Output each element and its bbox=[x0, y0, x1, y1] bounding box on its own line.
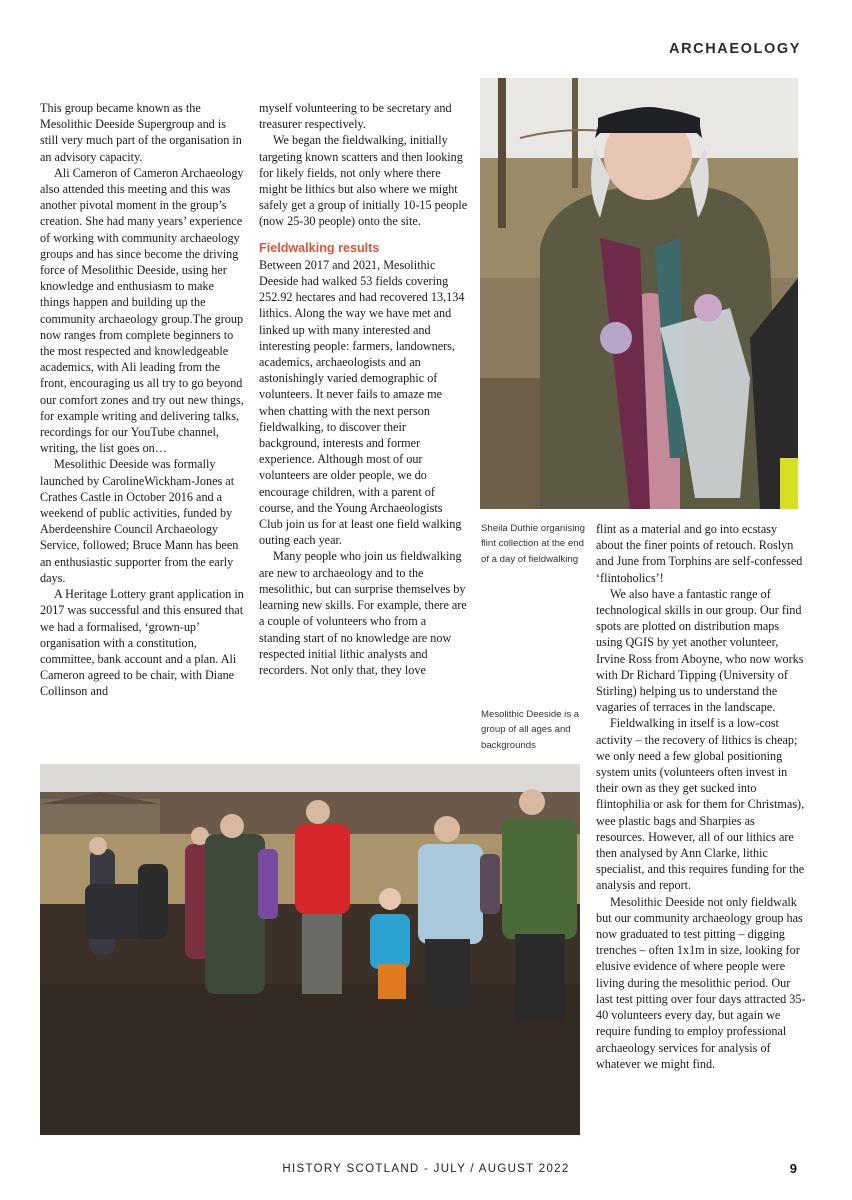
portrait-caption: Sheila Duthie organising flint collection at the end of a day of fieldwalking bbox=[481, 523, 585, 565]
text-column-1 bbox=[40, 100, 245, 700]
section-label: ARCHAEOLOGY bbox=[669, 41, 801, 57]
paragraph: Mesolithic Deeside was formally launched by CarolineWickham-Jones at Crathes Castle in October 2016 and a weekend of public activities, funded by Aberdeenshire Council Archaeology Service, followed; Bruce Mann has been an enthusiastic supporter from the early days. bbox=[40, 457, 239, 585]
paragraph: Ali Cameron of Cameron Archaeology also attended this meeting and this was another pivotal moment in the group’s creation. She had many years’ experience of working with community archaeology groups and has since become the driving force of Mesolithic Deeside, using her knowledge and enthusiasm to make things happen and building up the community archaeology group.The group now ranges from complete beginners to the most respected and knowledgeable academics, with Ali leading from the front, encouraging us all try to go beyond our comfort zones and try out new things, for example writing and delivering talks, recordings for our YouTube channel, writing, the list goes on… bbox=[40, 165, 244, 456]
paragraph: myself volunteering to be secretary and treasurer respectively. bbox=[259, 101, 452, 132]
group-caption: Mesolithic Deeside is a group of all ages and backgrounds bbox=[481, 709, 580, 751]
text-column-3 bbox=[596, 521, 806, 1072]
group-photo bbox=[40, 764, 580, 1135]
paragraph: A Heritage Lottery grant application in 2017 was successful and this ensured that we had a formalised, ‘grown-up’ organisation with a constitution, committee, bank account and a plan. Ali Cameron agreed to be chair, with Diane Collinson and bbox=[40, 587, 244, 699]
page-number: 9 bbox=[789, 1161, 797, 1176]
issue-date: - JULY / AUGUST 2022 bbox=[419, 1163, 570, 1175]
magazine-title: HISTORY SCOTLAND bbox=[282, 1163, 420, 1175]
paragraph: Mesolithic Deeside not only fieldwalk but our community archaeology group has now graduated to test pitting – digging trenches – often 1x1m in size, looking for elusive evidence of where people were living during the mesolithic period. Our last test pitting over four days attracted 35-40 volunteers every day, but again we require funding to employ professional archaeology services for analysis of whatever we might find. bbox=[596, 894, 806, 1071]
paragraph: Fieldwalking in itself is a low-cost activity – the recovery of lithics is cheap; we only need a few global positioning system units (volunteers often invest in their own as they get sucked into flintophilia or ask for them for Christmas), wee plastic bags and Sharpies as resources. However, all of our lithics are then analysed by Ann Clarke, lithic specialist, and this requires funding for the analysis and report. bbox=[596, 716, 805, 893]
paragraph: Between 2017 and 2021, Mesolithic Deeside had walked 53 fields covering 252.92 hectares and had recovered 13,134 lithics. Along the way we have met and linked up with many interested and interesting people: farmers, landowners, academics, archaeologists and an astonishingly varied demographic of volunteers. It never fails to amaze me when chatting with the next person fieldwalking, to discover their background, interests and former experience. Although most of our volunteers are older people, we do encourage children, with a parent of course, and the Young Archaeologists Club join us for at least one field walking outing each year. bbox=[259, 257, 465, 548]
footer bbox=[0, 1163, 852, 1175]
text-column-2 bbox=[259, 100, 468, 678]
paragraph: Many people who join us fieldwalking are new to archaeology and to the mesolithic, but can surprise themselves by learning new skills. For example, there are a couple of volunteers who from a standing start of no knowledge are now respected initial lithic analysts and recorders. Not only that, they love bbox=[259, 549, 467, 677]
section-heading: Fieldwalking results bbox=[259, 240, 380, 255]
portrait-photo bbox=[480, 78, 798, 509]
paragraph: flint as a material and go into ecstasy about the finer points of retouch. Roslyn and June from Torphins are self-confessed ‘flintoholics’! bbox=[596, 522, 803, 585]
paragraph: This group became known as the Mesolithic Deeside Supergroup and is still very much part of the organisation in an advisory capacity. bbox=[40, 101, 242, 164]
paragraph: We began the fieldwalking, initially targeting known scatters and then looking for likely fields, not only where there might be lithics but also where we might safely get a group of initially 10-15 people (now 25-30 people) onto the site. bbox=[259, 133, 468, 229]
paragraph: We also have a fantastic range of technological skills in our group. Our find spots are plotted on distribution maps using QGIS by yet another volunteer, Irvine Ross from Aboyne, who now works with Dr Richard Tipping (University of Stirling) helping us to understand the vagaries of terraces in the landscape. bbox=[596, 586, 804, 715]
